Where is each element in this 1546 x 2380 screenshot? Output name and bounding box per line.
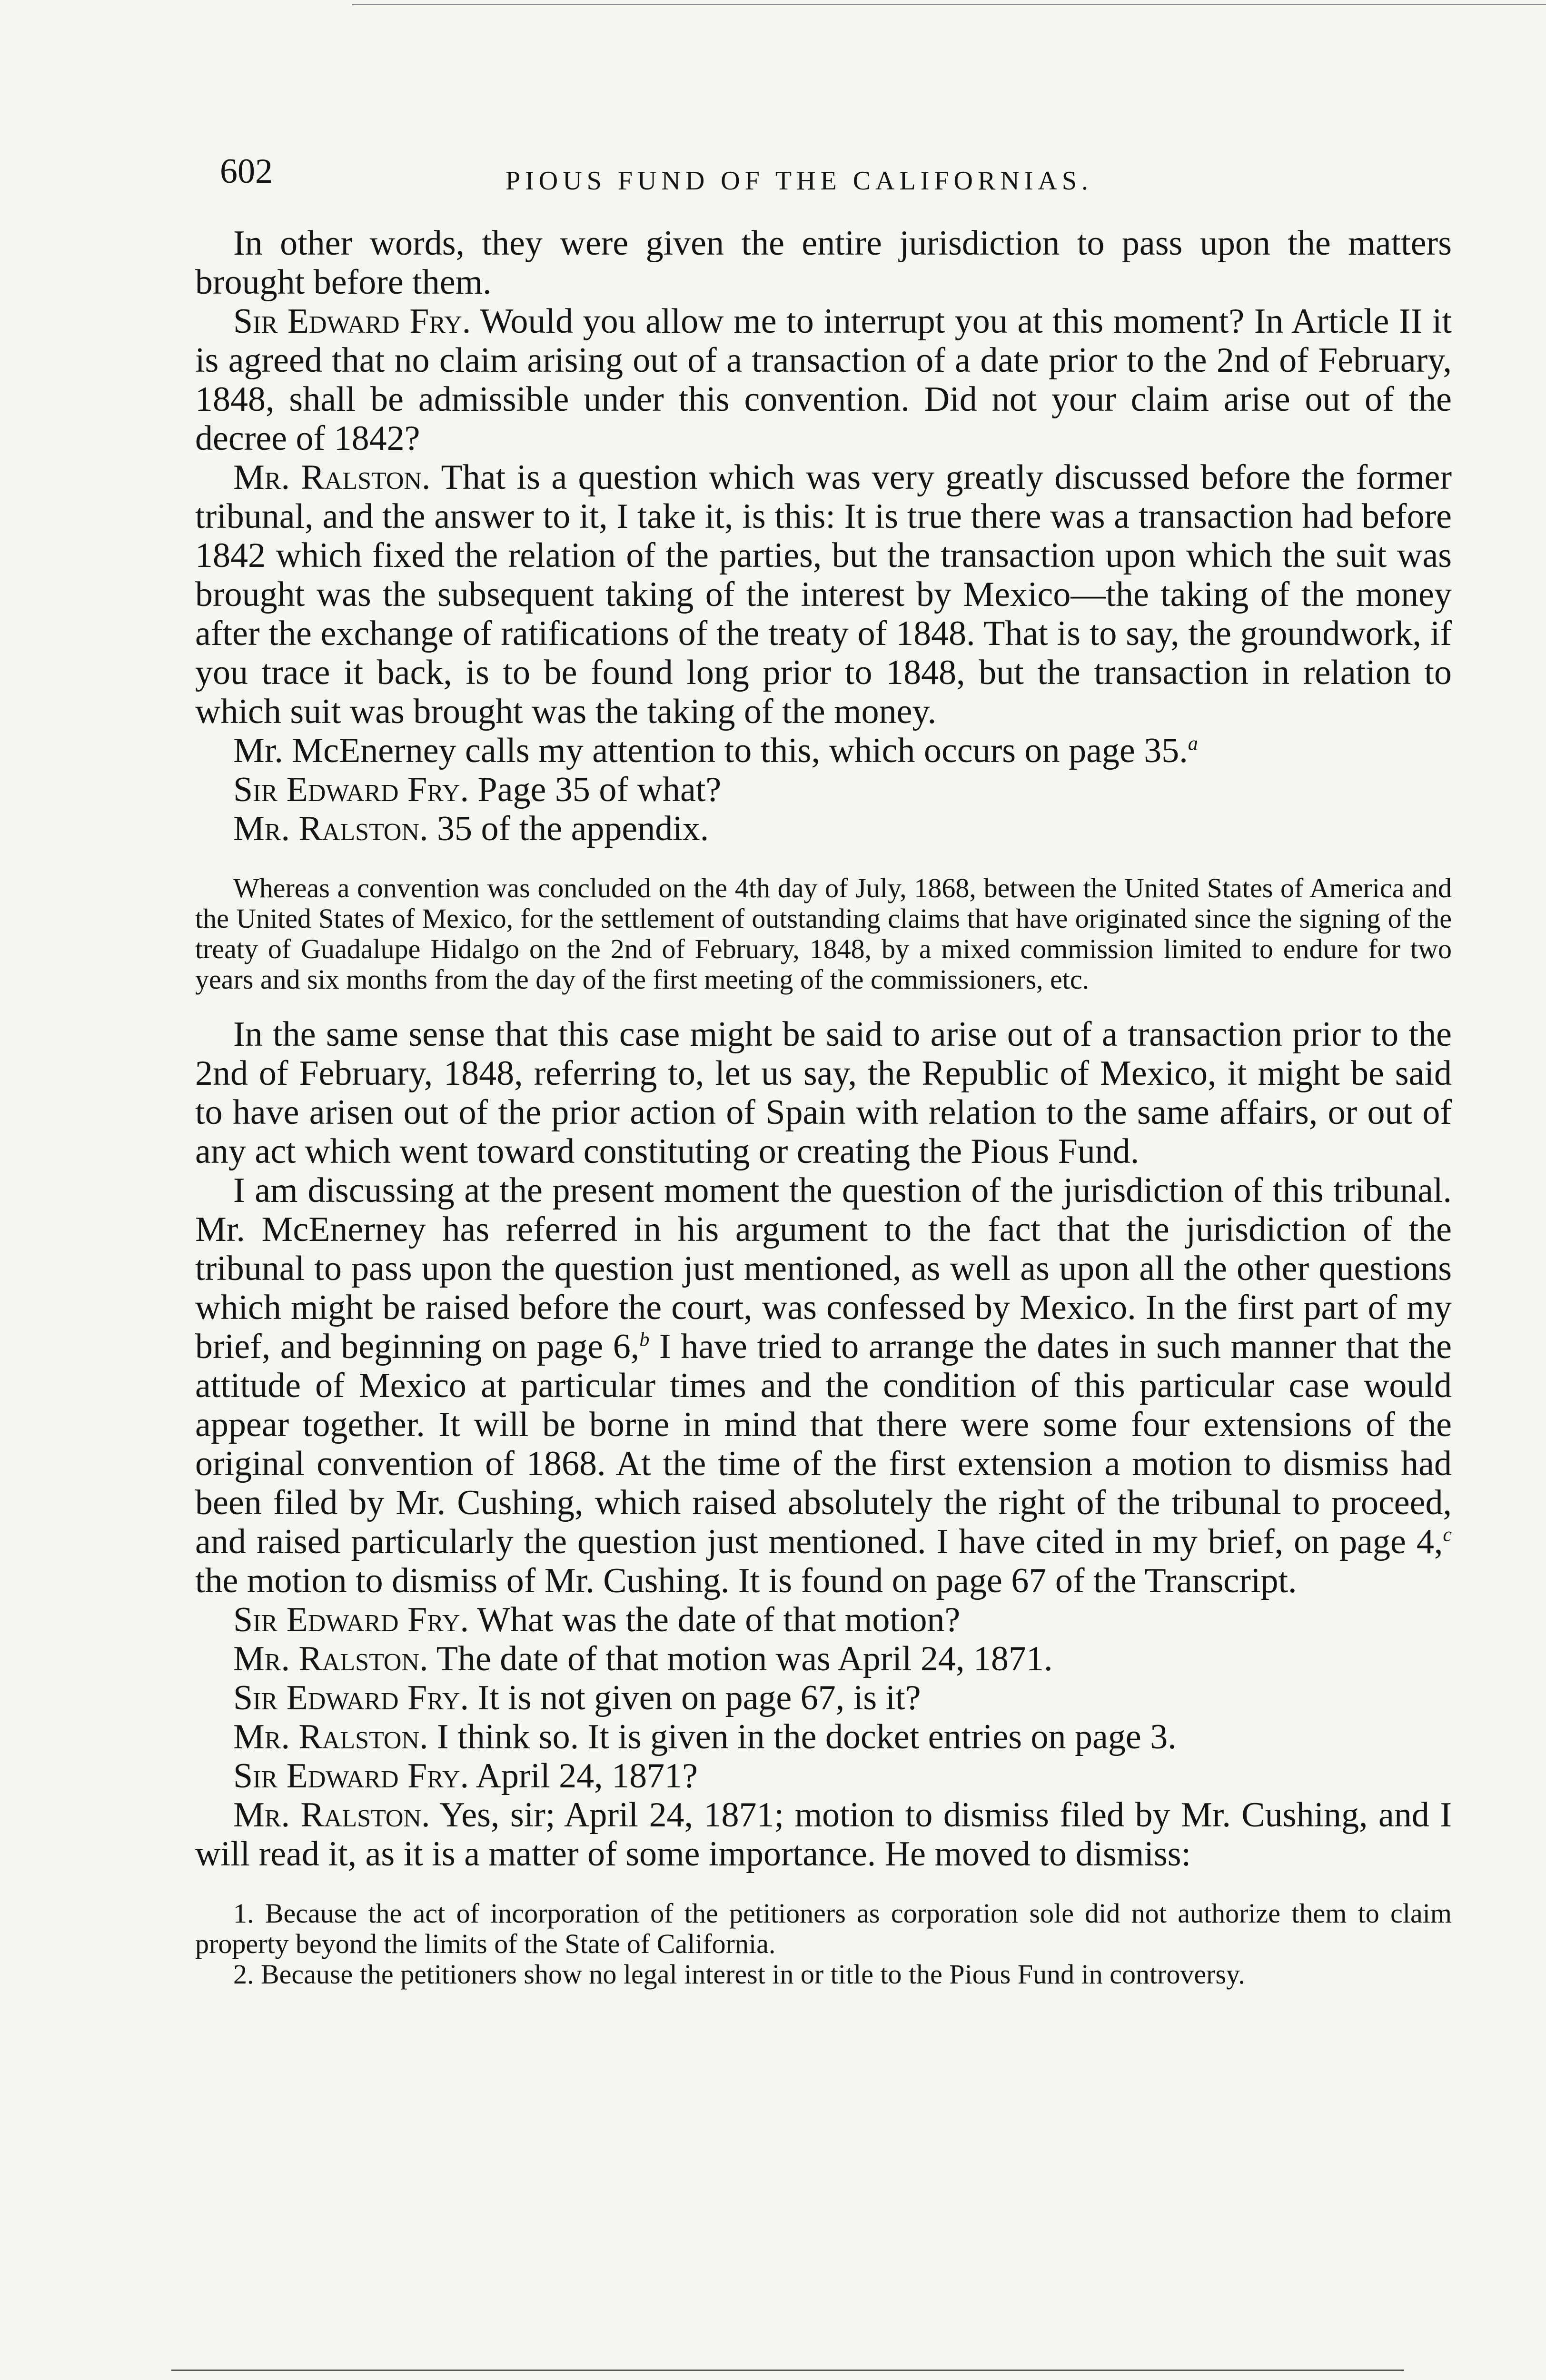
paragraph xyxy=(195,1015,1452,1171)
footnote-ref: c xyxy=(1443,1524,1452,1546)
paragraph xyxy=(195,1171,1452,1600)
paragraph-text: the motion to dismiss of Mr. Cushing. It is found on page 67 of the Transcript. xyxy=(195,1561,1297,1600)
speaker: Mr. Ralston. xyxy=(233,458,431,497)
paragraph xyxy=(195,458,1452,731)
speaker: Sir Edward Fry. xyxy=(233,302,471,341)
paragraph xyxy=(195,1717,1452,1756)
footnote-ref: b xyxy=(639,1329,650,1351)
paragraph-text: Mr. McEnerney calls my attention to this, which occurs on page 35. xyxy=(233,731,1188,770)
paragraph-text: Page 35 of what? xyxy=(477,770,722,809)
speaker: Mr. Ralston. xyxy=(233,809,428,848)
paragraph-text: April 24, 1871? xyxy=(476,1756,698,1795)
speaker: Mr. Ralston. xyxy=(233,1717,428,1756)
paragraph xyxy=(195,224,1452,302)
footnote-divider xyxy=(171,2370,1404,2371)
paragraph-text: It is not given on page 67, is it? xyxy=(477,1678,921,1717)
quote-text: 2. Because the petitioners show no legal interest in or title to the Pious Fund in controversy. xyxy=(233,1959,1245,1990)
footnote-ref: a xyxy=(1188,733,1198,755)
page-header xyxy=(220,151,1457,204)
running-title: PIOUS FUND OF THE CALIFORNIAS. xyxy=(505,166,1093,196)
paragraph xyxy=(195,1756,1452,1795)
paragraph-text: That is a question which was very greatly discussed before the former tribunal, and the answer to it, I take it, is this: It is true there was a transaction had before 1842 which fixed the relation of the parties, but the transaction upon which the suit was brought was the subsequent taking of the interest by Mexico—the taking of the money after the exchange of ratifications of the treaty of 1848. That is to say, the groundwork, if you trace it back, is to be found long prior to 1848, but the transaction in relation to which suit was brought was the taking of the money. xyxy=(195,458,1452,731)
paragraph xyxy=(195,1639,1452,1678)
paragraph xyxy=(195,731,1452,770)
paragraph xyxy=(195,302,1452,458)
speaker: Mr. Ralston. xyxy=(233,1795,430,1835)
quote-text: Whereas a convention was concluded on the 4th day of July, 1868, between the United States of America and the United States of Mexico, for the settlement of outstanding claims that have originated since the signing of the treaty of Guadalupe Hidalgo on the 2nd of February, 1848, by a mixed commission limited to endure for two years and six months from the day of the first meeting of the commissioners, etc. xyxy=(195,873,1452,995)
quote-text: 1. Because the act of incorporation of the petitioners as corporation sole did not authorize them to claim property beyond the limits of the State of California. xyxy=(195,1898,1452,1959)
block-quote xyxy=(195,873,1452,995)
page-body xyxy=(195,224,1452,2010)
speaker: Sir Edward Fry. xyxy=(233,1756,469,1795)
speaker: Sir Edward Fry. xyxy=(233,1678,469,1717)
scan-edge-line xyxy=(352,4,1546,5)
paragraph xyxy=(195,1678,1452,1717)
paragraph xyxy=(195,1600,1452,1639)
paragraph-text: 35 of the appendix. xyxy=(437,809,709,848)
paragraph-text: I am discussing at the present moment the question of the jurisdiction of this tribunal. Mr. McEnerney has referred in his argument to the fact that the jurisdiction of the tribunal to pass upon the question just mentioned, as well as upon all the other questions which might be raised before the court, was confessed by Mexico. In the first part of my brief, and beginning on page 6, xyxy=(195,1171,1452,1366)
block-quote xyxy=(195,1898,1452,1990)
paragraph xyxy=(195,1795,1452,1874)
paragraph-text: In the same sense that this case might be said to arise out of a transaction prior to the 2nd of February, 1848, referring to, let us say, the Republic of Mexico, it might be said to have arisen out of the prior action of Spain with relation to the same affairs, or out of any act which went toward constituting or creating the Pious Fund. xyxy=(195,1015,1452,1171)
paragraph xyxy=(195,770,1452,809)
speaker: Sir Edward Fry. xyxy=(233,1600,469,1639)
paragraph-text: The date of that motion was April 24, 1871. xyxy=(436,1639,1053,1678)
speaker: Mr. Ralston. xyxy=(233,1639,428,1678)
paragraph-text: In other words, they were given the entire jurisdiction to pass upon the matters brought before them. xyxy=(195,224,1452,302)
paragraph-text: Yes, sir; April 24, 1871; motion to dismiss filed by Mr. Cushing, and I will read it, as it is a matter of some importance. He moved to dismiss: xyxy=(195,1795,1452,1874)
paragraph-text: I think so. It is given in the docket entries on page 3. xyxy=(437,1717,1177,1756)
paragraph-text: Would you allow me to interrupt you at this moment? In Article II it is agreed that no claim arising out of a transaction of a date prior to the 2nd of February, 1848, shall be admissible under this convention. Did not your claim arise out of the decree of 1842? xyxy=(195,302,1452,458)
paragraph-text: I have tried to arrange the dates in such manner that the attitude of Mexico at particular times and the condition of this particular case would appear together. It will be borne in mind that there were some four extensions of the original convention of 1868. At the time of the first extension a motion to dismiss had been filed by Mr. Cushing, which raised absolutely the right of the tribunal to proceed, and raised particularly the question just mentioned. I have cited in my brief, on page 4, xyxy=(195,1327,1452,1561)
speaker: Sir Edward Fry. xyxy=(233,770,469,809)
paragraph-text: What was the date of that motion? xyxy=(477,1600,961,1639)
page-number: 602 xyxy=(220,152,273,191)
paragraph xyxy=(195,809,1452,848)
